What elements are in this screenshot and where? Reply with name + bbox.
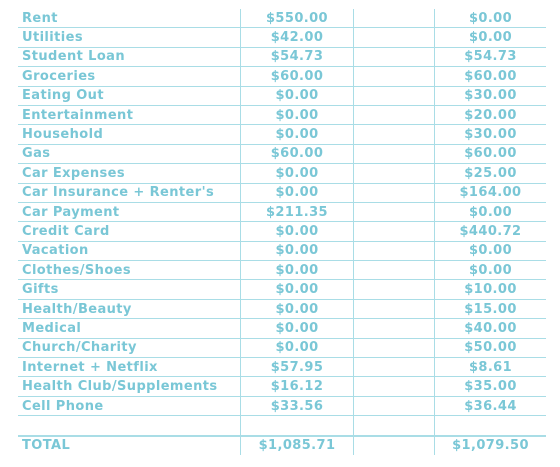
table-row — [18, 203, 546, 222]
row-planned-amount: $0.00 — [240, 261, 354, 279]
table-row — [18, 125, 546, 144]
table-row — [18, 339, 546, 358]
row-actual-amount: $440.72 — [434, 222, 546, 240]
table-row — [18, 300, 546, 319]
row-label: Car Expenses — [22, 165, 125, 181]
table-row — [18, 261, 546, 280]
blank-row — [18, 416, 546, 435]
row-actual-amount: $30.00 — [434, 87, 546, 105]
row-gap-cell — [354, 377, 434, 395]
row-gap-cell — [354, 67, 434, 85]
table-row — [18, 319, 546, 338]
row-actual-amount: $36.44 — [434, 397, 546, 415]
budget-rows — [18, 9, 546, 416]
row-actual-amount: $15.00 — [434, 300, 546, 318]
row-gap-cell — [354, 222, 434, 240]
row-actual-amount: $54.73 — [434, 48, 546, 66]
row-planned-amount: $60.00 — [240, 145, 354, 163]
row-planned-amount: $211.35 — [240, 203, 354, 221]
row-label: Eating Out — [22, 88, 104, 104]
row-actual-amount: $35.00 — [434, 377, 546, 395]
row-gap-cell — [354, 106, 434, 124]
row-label: Clothes/Shoes — [22, 262, 132, 278]
row-label: Groceries — [22, 68, 96, 84]
row-label: Entertainment — [22, 107, 134, 123]
table-row — [18, 377, 546, 396]
table-row — [18, 164, 546, 183]
row-gap-cell — [354, 242, 434, 260]
row-actual-amount: $20.00 — [434, 106, 546, 124]
row-label: Car Payment — [22, 204, 120, 220]
table-row — [18, 184, 546, 203]
row-gap-cell — [354, 339, 434, 357]
table-row — [18, 106, 546, 125]
table-row — [18, 280, 546, 299]
blank-gap-cell — [354, 416, 434, 434]
row-actual-amount: $164.00 — [434, 184, 546, 202]
total-gap-cell — [354, 436, 434, 455]
row-planned-amount: $42.00 — [240, 28, 354, 46]
row-actual-amount: $0.00 — [434, 9, 546, 27]
row-label: Car Insurance + Renter's — [22, 185, 215, 201]
row-label: Health/Beauty — [22, 301, 132, 317]
row-actual-amount: $60.00 — [434, 67, 546, 85]
table-row — [18, 222, 546, 241]
budget-table — [18, 9, 546, 455]
row-actual-amount: $50.00 — [434, 339, 546, 357]
row-actual-amount: $0.00 — [434, 28, 546, 46]
row-planned-amount: $0.00 — [240, 222, 354, 240]
row-label: Household — [22, 127, 104, 143]
row-actual-amount: $0.00 — [434, 242, 546, 260]
row-gap-cell — [354, 280, 434, 298]
row-gap-cell — [354, 164, 434, 182]
row-actual-amount: $10.00 — [434, 280, 546, 298]
blank-label-cell — [18, 416, 240, 434]
table-row — [18, 145, 546, 164]
table-row — [18, 397, 546, 416]
table-row — [18, 9, 546, 28]
total-planned: $1,085.71 — [240, 436, 354, 455]
row-label: Cell Phone — [22, 398, 104, 414]
row-gap-cell — [354, 145, 434, 163]
row-planned-amount: $0.00 — [240, 87, 354, 105]
row-label: Student Loan — [22, 49, 125, 65]
row-label: Internet + Netflix — [22, 359, 158, 375]
row-planned-amount: $0.00 — [240, 339, 354, 357]
row-label: Vacation — [22, 243, 89, 259]
row-gap-cell — [354, 9, 434, 27]
row-planned-amount: $0.00 — [240, 242, 354, 260]
blank-actual-cell — [434, 416, 546, 434]
row-gap-cell — [354, 319, 434, 337]
row-actual-amount: $25.00 — [434, 164, 546, 182]
row-gap-cell — [354, 261, 434, 279]
row-gap-cell — [354, 125, 434, 143]
row-planned-amount: $0.00 — [240, 300, 354, 318]
row-label: Medical — [22, 320, 82, 336]
row-planned-amount: $16.12 — [240, 377, 354, 395]
row-actual-amount: $8.61 — [434, 358, 546, 376]
table-row — [18, 87, 546, 106]
row-planned-amount: $33.56 — [240, 397, 354, 415]
table-row — [18, 67, 546, 86]
row-actual-amount: $0.00 — [434, 261, 546, 279]
row-planned-amount: $54.73 — [240, 48, 354, 66]
row-planned-amount: $0.00 — [240, 125, 354, 143]
table-row — [18, 242, 546, 261]
table-row — [18, 48, 546, 67]
row-gap-cell — [354, 358, 434, 376]
row-actual-amount: $30.00 — [434, 125, 546, 143]
row-gap-cell — [354, 48, 434, 66]
row-gap-cell — [354, 28, 434, 46]
row-gap-cell — [354, 87, 434, 105]
row-planned-amount: $0.00 — [240, 164, 354, 182]
row-gap-cell — [354, 203, 434, 221]
total-label: TOTAL — [18, 436, 240, 455]
row-label: Church/Charity — [22, 340, 137, 356]
row-planned-amount: $0.00 — [240, 106, 354, 124]
blank-planned-cell — [240, 416, 354, 434]
row-planned-amount: $0.00 — [240, 280, 354, 298]
row-label: Utilities — [22, 30, 83, 46]
row-planned-amount: $60.00 — [240, 67, 354, 85]
row-planned-amount: $57.95 — [240, 358, 354, 376]
row-label: Gifts — [22, 282, 59, 298]
table-row — [18, 28, 546, 47]
row-label: Rent — [22, 10, 58, 26]
row-actual-amount: $60.00 — [434, 145, 546, 163]
row-planned-amount: $0.00 — [240, 184, 354, 202]
row-label: Health Club/Supplements — [22, 379, 218, 395]
row-gap-cell — [354, 184, 434, 202]
total-actual: $1,079.50 — [434, 436, 546, 455]
row-planned-amount: $550.00 — [240, 9, 354, 27]
row-label: Gas — [22, 146, 51, 162]
table-row — [18, 358, 546, 377]
row-actual-amount: $40.00 — [434, 319, 546, 337]
row-label: Credit Card — [22, 223, 110, 239]
row-actual-amount: $0.00 — [434, 203, 546, 221]
row-gap-cell — [354, 397, 434, 415]
total-row — [18, 436, 546, 455]
row-gap-cell — [354, 300, 434, 318]
row-planned-amount: $0.00 — [240, 319, 354, 337]
